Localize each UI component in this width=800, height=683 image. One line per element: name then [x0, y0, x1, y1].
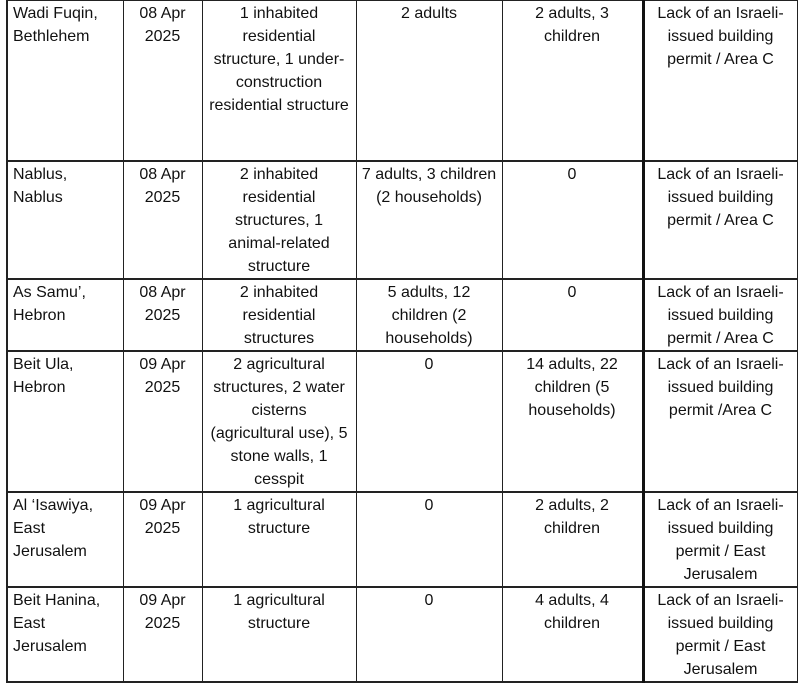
affected-cell: 0	[502, 279, 643, 351]
structures-cell: 2 agricultural structures, 2 water cisterns (agricultural use), 5 stone walls, 1 cesspit	[202, 351, 356, 492]
location-cell: Beit Hanina, East Jerusalem	[7, 587, 123, 682]
table-row	[7, 161, 797, 279]
location-cell: Beit Ula, Hebron	[7, 351, 123, 492]
displaced-cell: 0	[356, 587, 502, 682]
affected-cell: 4 adults, 4 children	[502, 587, 643, 682]
structures-cell: 2 inhabited residential structures	[202, 279, 356, 351]
reason-cell: Lack of an Israeli-issued building permit / East Jerusalem	[643, 587, 797, 682]
date-cell: 09 Apr 2025	[123, 351, 202, 492]
structures-cell: 2 inhabited residential structures, 1 animal-related structure	[202, 161, 356, 279]
date-cell: 09 Apr 2025	[123, 492, 202, 587]
location-cell: Nablus, Nablus	[7, 161, 123, 279]
demolitions-table	[6, 0, 798, 683]
table-row	[7, 351, 797, 492]
affected-cell: 0	[502, 161, 643, 279]
displaced-cell: 2 adults	[356, 1, 502, 161]
reason-cell: Lack of an Israeli-issued building permit / East Jerusalem	[643, 492, 797, 587]
location-cell: Wadi Fuqin, Bethlehem	[7, 1, 123, 161]
location-cell: Al ‘Isawiya, East Jerusalem	[7, 492, 123, 587]
date-cell: 08 Apr 2025	[123, 161, 202, 279]
location-cell: As Samu’, Hebron	[7, 279, 123, 351]
reason-cell: Lack of an Israeli-issued building permit / Area C	[643, 279, 797, 351]
date-cell: 09 Apr 2025	[123, 587, 202, 682]
table-row	[7, 279, 797, 351]
reason-cell: Lack of an Israeli-issued building permit /Area C	[643, 351, 797, 492]
displaced-cell: 0	[356, 492, 502, 587]
affected-cell: 14 adults, 22 children (5 households)	[502, 351, 643, 492]
date-cell: 08 Apr 2025	[123, 279, 202, 351]
structures-cell: 1 agricultural structure	[202, 587, 356, 682]
reason-cell: Lack of an Israeli-issued building permit / Area C	[643, 1, 797, 161]
displaced-cell: 0	[356, 351, 502, 492]
table-row	[7, 1, 797, 161]
displaced-cell: 5 adults, 12 children (2 households)	[356, 279, 502, 351]
structures-cell: 1 inhabited residential structure, 1 under-construction residential structure	[202, 1, 356, 161]
affected-cell: 2 adults, 3 children	[502, 1, 643, 161]
reason-cell: Lack of an Israeli-issued building permit / Area C	[643, 161, 797, 279]
structures-cell: 1 agricultural structure	[202, 492, 356, 587]
affected-cell: 2 adults, 2 children	[502, 492, 643, 587]
displaced-cell: 7 adults, 3 children (2 households)	[356, 161, 502, 279]
date-cell: 08 Apr 2025	[123, 1, 202, 161]
table-row	[7, 492, 797, 587]
table-row	[7, 587, 797, 682]
